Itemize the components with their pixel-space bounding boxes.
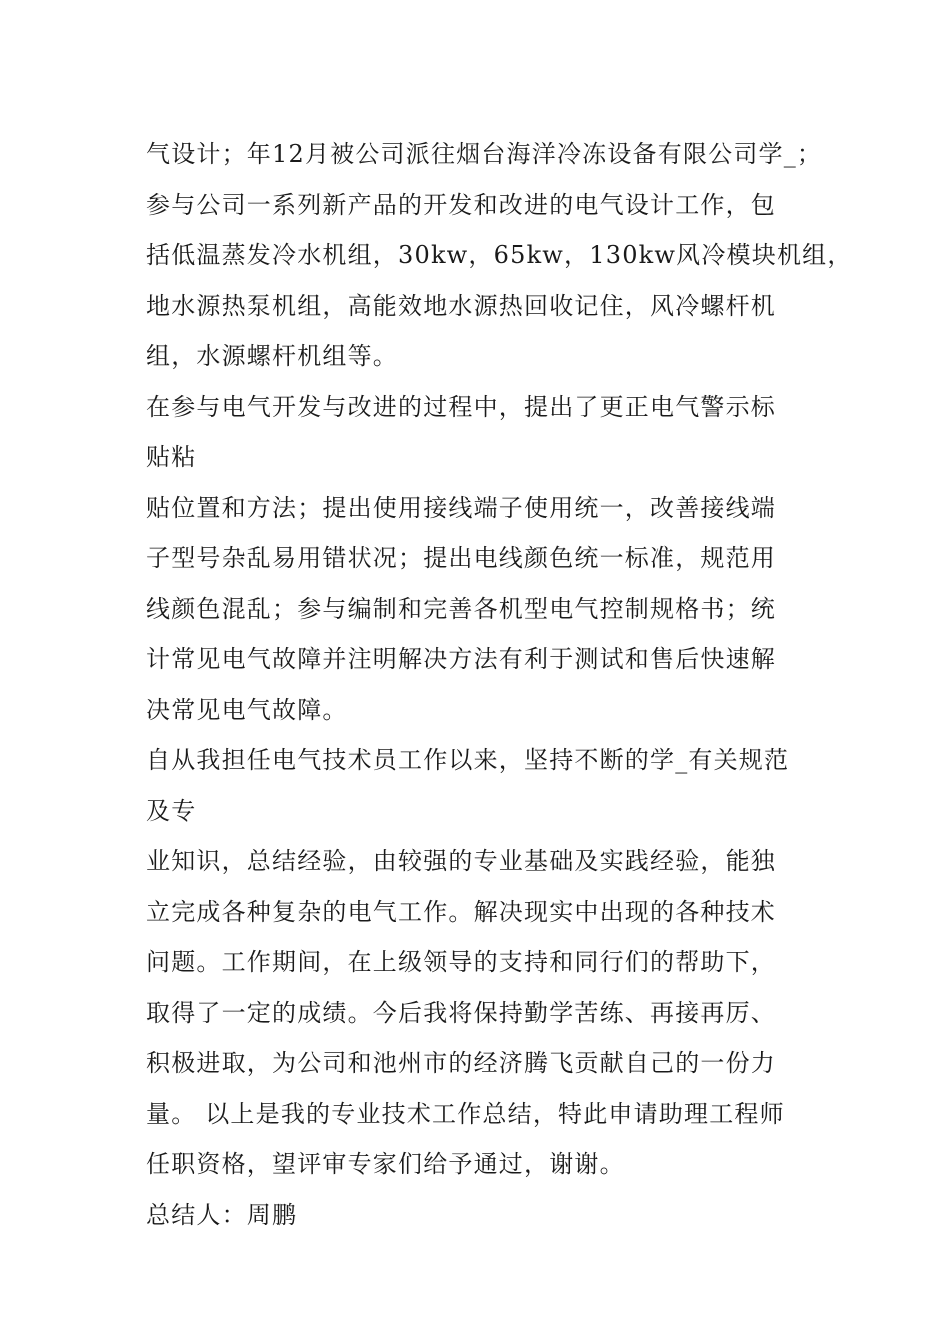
text-line: 问题。工作期间，在上级领导的支持和同行们的帮助下， [146, 948, 776, 976]
text-line: 贴位置和方法；提出使用接线端子使用统一，改善接线端 [146, 493, 776, 522]
text-line: 线颜色混乱；参与编制和完善各机型电气控制规格书；统 [146, 594, 776, 623]
text-line: 立完成各种复杂的电气工作。解决现实中出现的各种技术 [146, 897, 776, 926]
document-body [146, 129, 853, 1240]
text-line: 地水源热泵机组，高能效地水源热回收记住，风冷螺杆机 [146, 291, 776, 320]
text-line: 气设计；年12月被公司派往烟台海洋冷冻设备有限公司学_； [146, 140, 823, 168]
text-line: 计常见电气故障并注明解决方法有利于测试和售后快速解 [146, 645, 776, 673]
signature-line: 总结人：周鹏 [146, 1200, 298, 1229]
text-line: 及专 [146, 796, 197, 825]
text-line: 任职资格，望评审专家们给予通过，谢谢。 [146, 1150, 625, 1178]
text-line: 自从我担任电气技术员工作以来，坚持不断的学_有关规范 [146, 746, 790, 774]
text-line: 子型号杂乱易用错状况；提出电线颜色统一标准，规范用 [146, 544, 776, 572]
text-line: 组，水源螺杆机组等。 [146, 342, 398, 370]
text-line: 积极进取，为公司和池州市的经济腾飞贡献自己的一份力 [146, 1049, 776, 1077]
text-line: 量。 以上是我的专业技术工作总结，特此申请助理工程师 [146, 1099, 785, 1128]
text-line: 业知识，总结经验，由较强的专业基础及实践经验，能独 [146, 847, 776, 875]
text-line: 参与公司一系列新产品的开发和改进的电气设计工作，包 [146, 190, 776, 219]
text-line: 决常见电气故障。 [146, 695, 348, 724]
text-line: 取得了一定的成绩。今后我将保持勤学苦练、再接再厉、 [146, 998, 776, 1027]
text-line: 贴粘 [146, 443, 197, 471]
text-line: 在参与电气开发与改进的过程中，提出了更正电气警示标 [146, 392, 776, 421]
text-line: 括低温蒸发冷水机组，30kw，65kw，130kw风冷模块机组， [146, 241, 853, 269]
